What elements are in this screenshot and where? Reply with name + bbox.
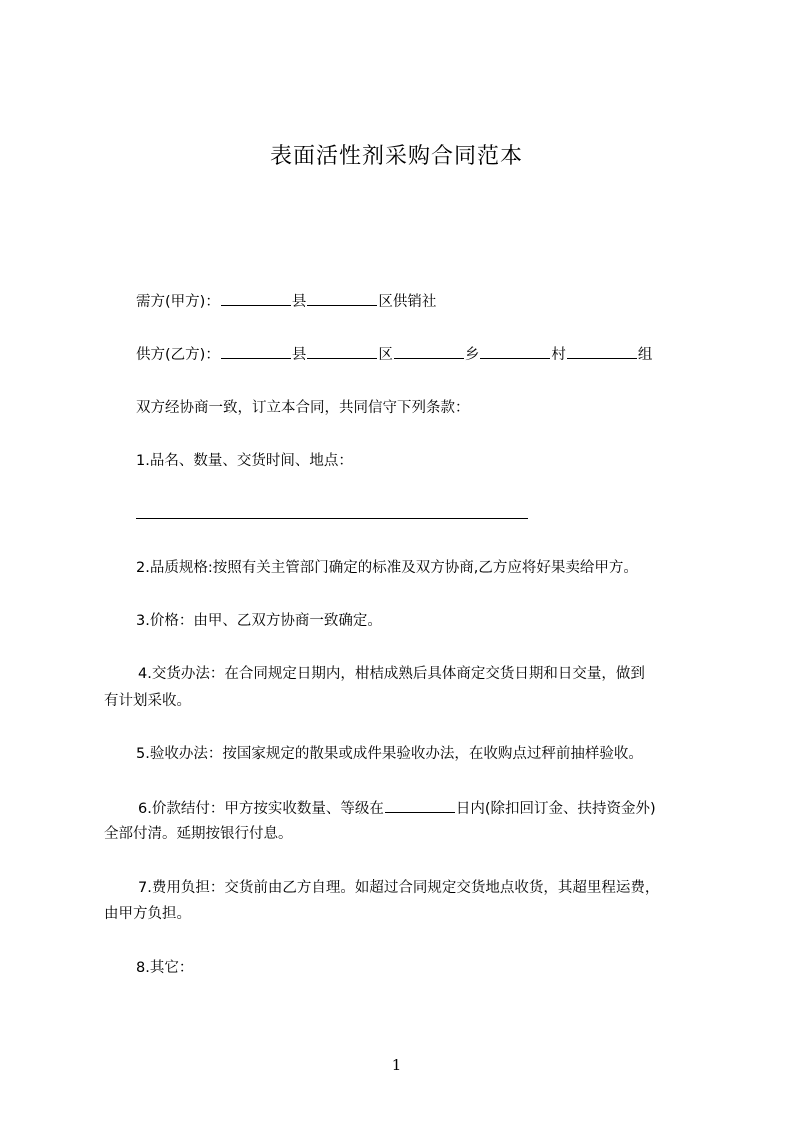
district-blank <box>307 344 377 359</box>
clause-1: 1.品名、数量、交货时间、地点： <box>136 453 353 469</box>
district-suffix: 区 <box>378 347 393 363</box>
clause-6-line-1 <box>138 798 656 819</box>
county-suffix: 县 <box>291 294 307 310</box>
county-suffix: 县 <box>291 347 307 363</box>
party-a-label: 需方(甲方)： <box>136 294 220 310</box>
clause-6-prefix: 6.价款结付：甲方按实收数量、等级在 <box>138 801 384 817</box>
clause-5: 5.验收办法：按国家规定的散果或成件果验收办法，在收购点过秤前抽样验收。 <box>136 746 643 762</box>
intro-text: 双方经协商一致，订立本合同，共同信守下列条款： <box>136 400 470 416</box>
clause-2: 2.品质规格:按照有关主管部门确定的标准及双方协商,乙方应将好果卖给甲方。 <box>136 560 638 576</box>
group-suffix: 组 <box>637 347 653 363</box>
clause-4-line-1: 4.交货办法：在合同规定日期内，柑桔成熟后具体商定交货日期和日交量，做到 <box>138 666 645 682</box>
village-suffix: 村 <box>551 347 566 363</box>
group-blank <box>567 344 637 359</box>
fill-in-rule <box>136 518 528 519</box>
township-blank <box>394 344 464 359</box>
county-blank <box>221 344 291 359</box>
district-blank <box>307 291 377 306</box>
party-a-line <box>136 291 436 312</box>
township-suffix: 乡 <box>464 347 480 363</box>
clause-8: 8.其它： <box>136 960 194 976</box>
days-blank <box>385 798 455 813</box>
county-blank <box>221 291 291 306</box>
coop-suffix: 区供销社 <box>378 294 437 310</box>
village-blank <box>480 344 550 359</box>
clause-7-line-2: 由甲方负担。 <box>104 906 191 922</box>
party-b-label: 供方(乙方)： <box>136 347 220 363</box>
clause-7-line-1: 7.费用负担：交货前由乙方自理。如超过合同规定交货地点收货，其超里程运费， <box>138 880 660 896</box>
clause-4-line-2: 有计划采收。 <box>104 693 191 709</box>
party-b-line <box>136 344 652 365</box>
page-number: 1 <box>391 1056 402 1074</box>
document-title: 表面活性剂采购合同范本 <box>269 144 523 169</box>
clause-3: 3.价格：由甲、乙双方协商一致确定。 <box>136 613 382 629</box>
clause-6-line-2: 全部付清。延期按银行付息。 <box>104 826 293 842</box>
clause-6-suffix: 日内(除扣回订金、扶持资金外) <box>455 801 656 817</box>
